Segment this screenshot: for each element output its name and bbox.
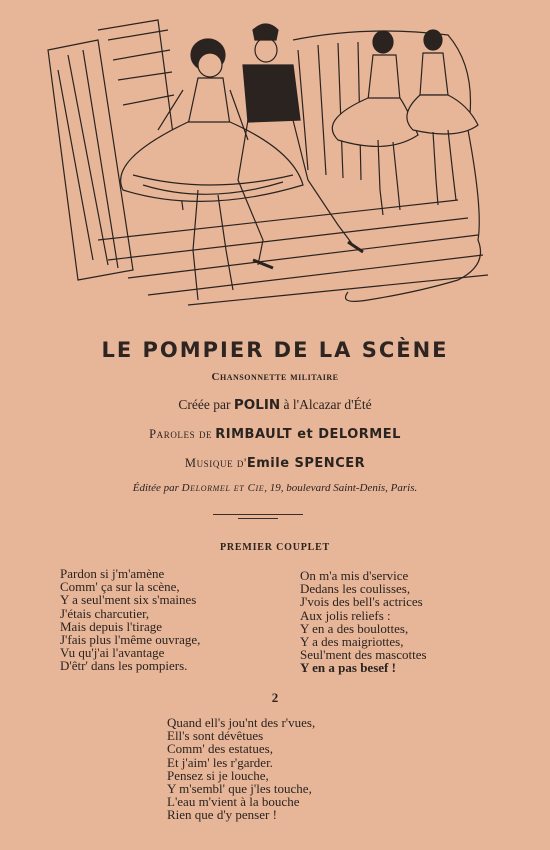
verse-line: Pensez si je louche, [167, 767, 269, 783]
publisher-address: , 19, boulevard Saint-Denis, Paris. [264, 482, 418, 494]
lyrics-credit [0, 427, 550, 442]
creation-venue: à l'Alcazar d'Été [283, 397, 372, 412]
verse2-column [167, 716, 315, 822]
verse-line: Aux jolis reliefs : [300, 607, 391, 623]
verse-line: J'fais plus l'même ouvrage, [60, 632, 201, 648]
verse-line: D'êtr' dans les pompiers. [60, 658, 188, 674]
lyricists-names: RIMBAULT et DELORMEL [215, 427, 401, 442]
edition-prefix: Éditée par [132, 482, 179, 494]
verse-line: Pardon si j'm'amène [60, 566, 165, 581]
verse-line: Seul'ment des mascottes [300, 647, 427, 663]
divider-rule-short [238, 518, 278, 519]
creation-prefix: Créée par [178, 397, 231, 412]
verse-line: J'étais charcutier, [60, 605, 150, 621]
song-title: LE POMPIER DE LA SCÈNE [101, 338, 449, 362]
verse-line: J'vois des bell's actrices [300, 594, 423, 610]
verse-line: Dedans les coulisses, [300, 581, 411, 597]
performer-name: POLIN [233, 397, 281, 413]
divider-rule [213, 514, 303, 515]
verse-line: On m'a mis d'service [300, 568, 409, 583]
theatre-stage-illustration-icon [38, 10, 508, 315]
verse-line: Y a des maigriottes, [300, 634, 404, 650]
publisher-name: Delormel et Cie [181, 482, 265, 494]
verse-line: Y a seul'ment six s'maines [60, 592, 197, 608]
music-credit [0, 456, 550, 471]
verse-line: L'eau m'vient à la bouche [167, 794, 300, 810]
verse-line: Y m'sembl' que j'les touche, [167, 781, 312, 797]
verse1-left-column [60, 567, 200, 673]
verse-line: Mais depuis l'tirage [60, 618, 162, 634]
verse-line: Quand ell's jou'nt des r'vues, [167, 715, 316, 730]
verse-line: Et j'aim' les r'garder. [167, 754, 273, 770]
verse-line: Comm' des estatues, [167, 741, 273, 757]
lyrics-prefix: Paroles de [149, 427, 213, 441]
verse1-right-column [300, 569, 427, 675]
verse-line: Rien que d'y penser ! [167, 807, 277, 823]
music-prefix: Musique d' [184, 456, 247, 470]
creation-credit [0, 397, 550, 413]
verse-line: Ell's sont dévêtues [167, 728, 264, 744]
verse-line: Y en a pas besef ! [300, 660, 396, 676]
verse-number: 2 [271, 690, 279, 705]
verse-line: Comm' ça sur la scène, [60, 579, 180, 595]
edition-credit [0, 482, 550, 494]
verse-line: Y en a des boulottes, [300, 620, 409, 636]
composer-name: Emile SPENCER [246, 456, 366, 471]
couplet-heading: PREMIER COUPLET [219, 542, 331, 553]
song-subtitle: Chansonnette militaire [211, 371, 339, 383]
verse-line: Vu qu'j'ai l'avantage [60, 645, 165, 661]
